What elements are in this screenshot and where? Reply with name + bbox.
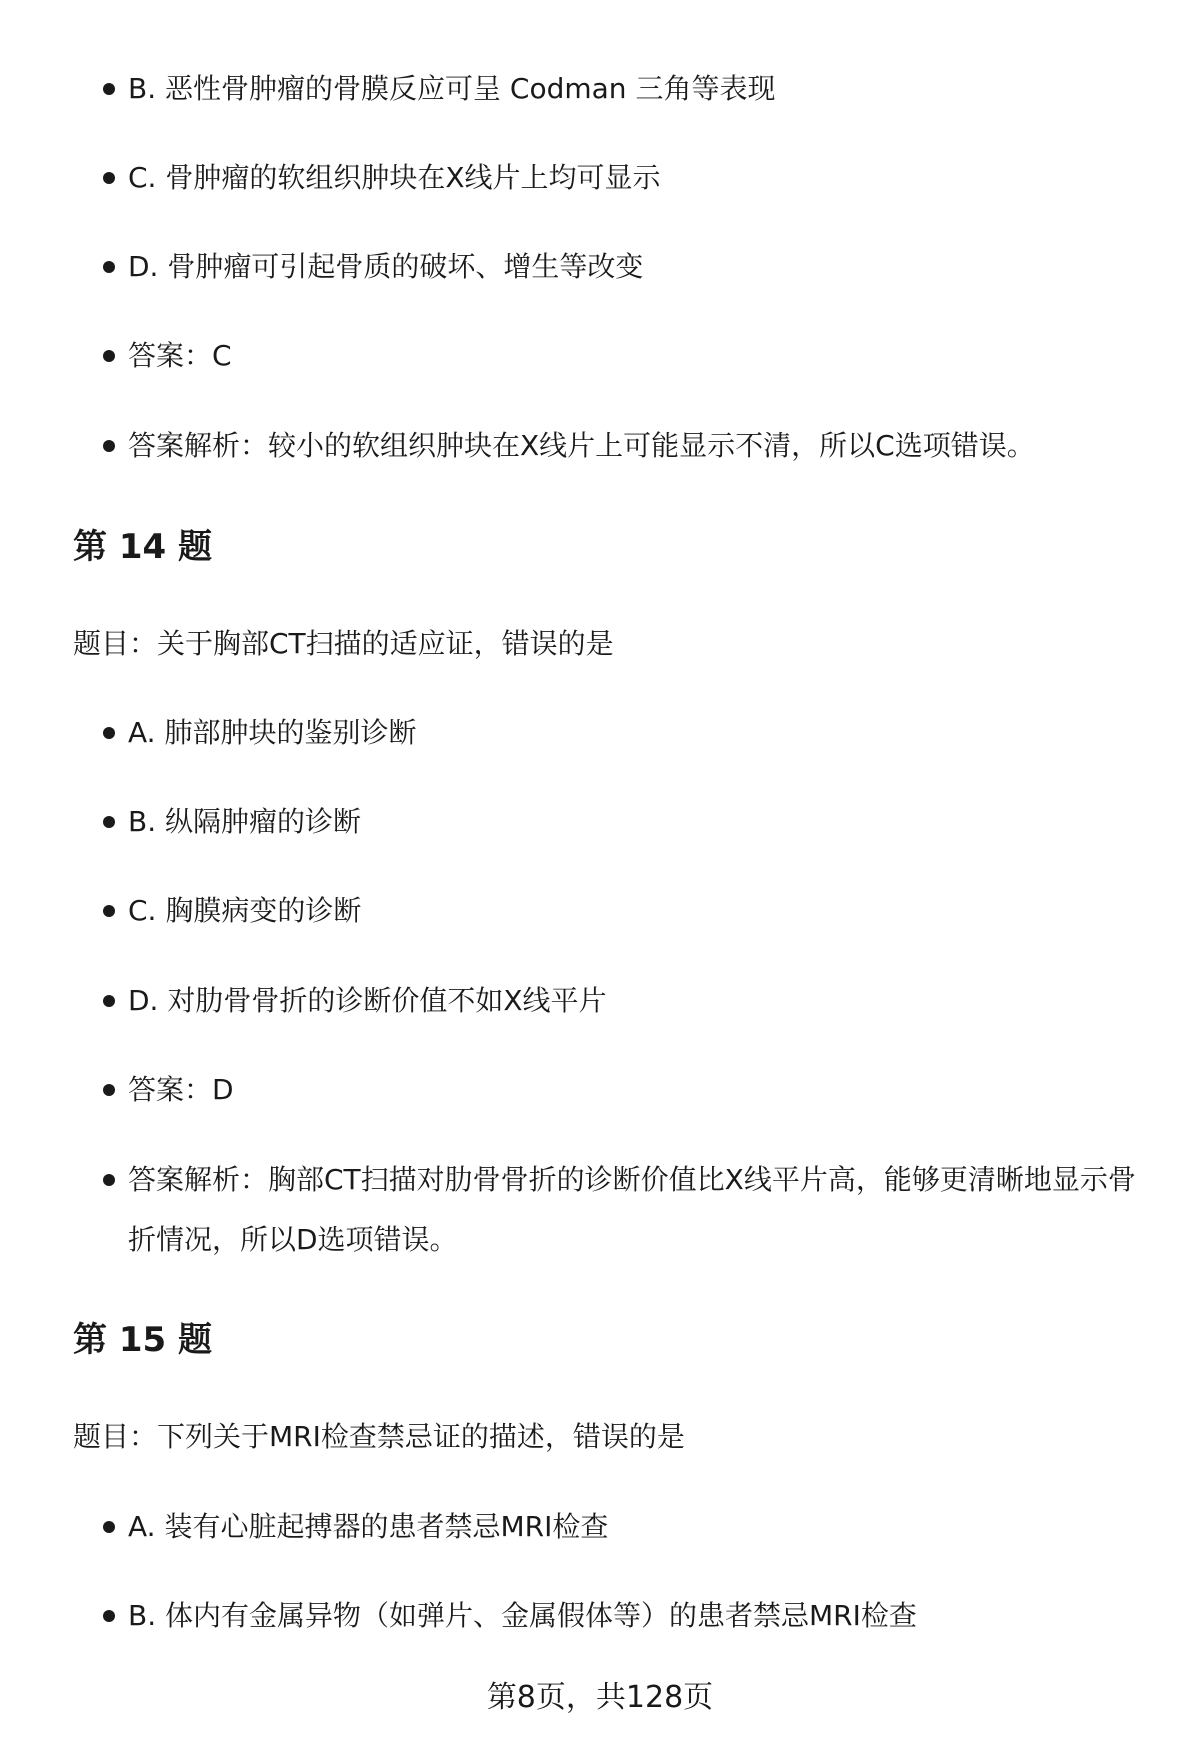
- option-a: A. 装有心脏起搏器的患者禁忌MRI检查: [128, 1497, 1138, 1557]
- answer-explanation: 答案解析：较小的软组织肿块在X线片上可能显示不清，所以C选项错误。: [128, 416, 1138, 476]
- page-number: 第8页，共128页: [486, 1680, 714, 1715]
- option-b: B. 体内有金属异物（如弹片、金属假体等）的患者禁忌MRI检查: [128, 1586, 1138, 1646]
- option-d: D. 骨肿瘤可引起骨质的破坏、增生等改变: [128, 237, 1138, 297]
- option-d: D. 对肋骨骨折的诊断价值不如X线平片: [128, 971, 1138, 1031]
- answer: 答案：D: [128, 1060, 1138, 1120]
- question-text-14: 题目：关于胸部CT扫描的适应证，错误的是: [73, 627, 614, 660]
- option-c: C. 胸膜病变的诊断: [128, 881, 1138, 941]
- option-c: C. 骨肿瘤的软组织肿块在X线片上均可显示: [128, 148, 1138, 208]
- option-b: B. 恶性骨肿瘤的骨膜反应可呈 Codman 三角等表现: [128, 59, 1138, 119]
- answer: 答案：C: [128, 326, 1138, 386]
- question-text-15: 题目：下列关于MRI检查禁忌证的描述，错误的是: [73, 1420, 685, 1453]
- option-b: B. 纵隔肿瘤的诊断: [128, 792, 1138, 852]
- question-heading-14: 第 14 题: [73, 527, 212, 567]
- option-a: A. 肺部肿块的鉴别诊断: [128, 703, 1138, 763]
- question-heading-15: 第 15 题: [73, 1320, 212, 1360]
- answer-explanation: 答案解析：胸部CT扫描对肋骨骨折的诊断价值比X线平片高，能够更清晰地显示骨折情况，所以D选项错误。: [128, 1150, 1138, 1270]
